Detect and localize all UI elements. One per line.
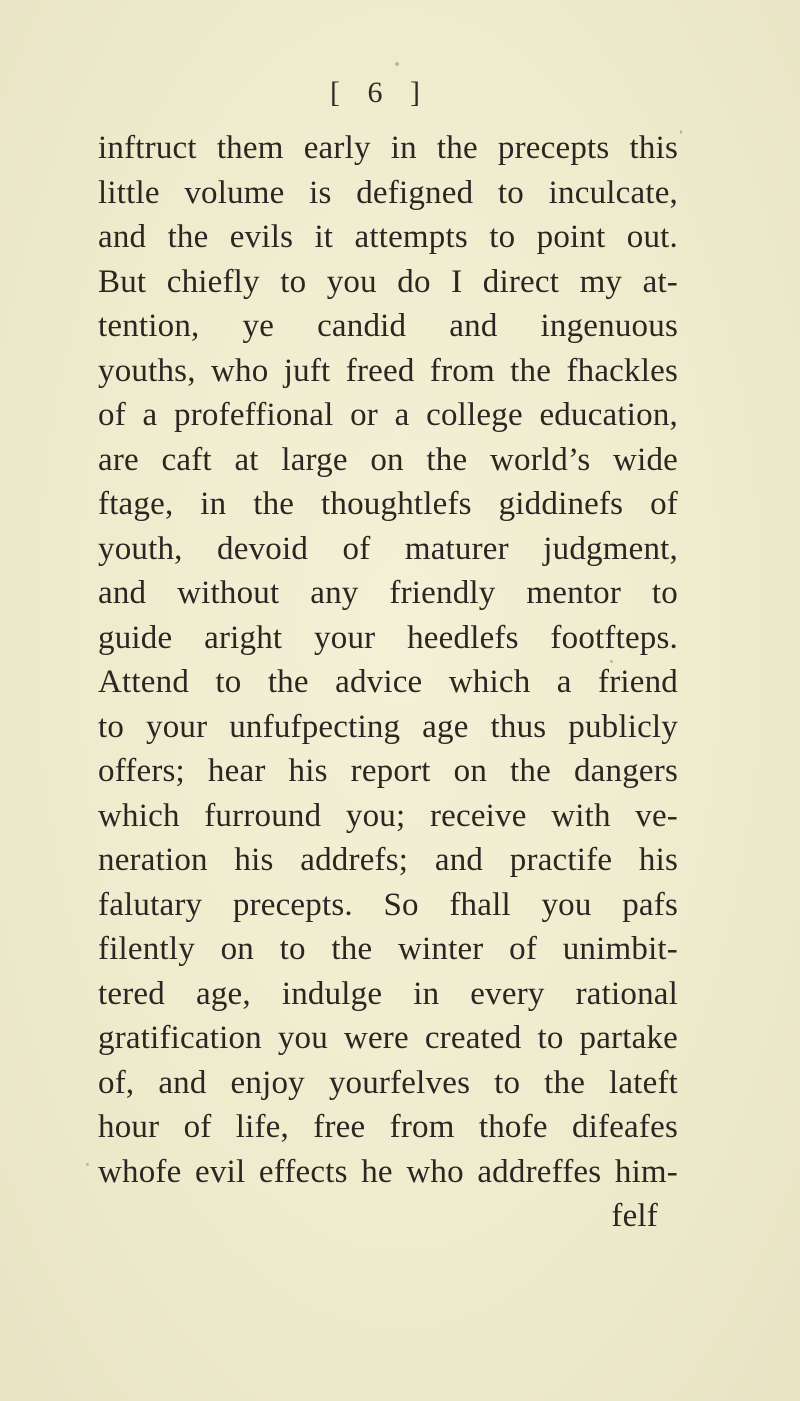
text-line: falutary precepts. So fhall you pafs bbox=[98, 886, 678, 923]
body-text bbox=[98, 126, 678, 1239]
text-line: of, and enjoy yourfelves to the lateft bbox=[98, 1064, 678, 1101]
paper-speck bbox=[395, 62, 399, 66]
text-line: to your unfufpecting age thus publicly bbox=[98, 708, 678, 745]
text-line: youths, who juft freed from the fhackles bbox=[98, 352, 678, 389]
text-line: gratification you were created to partake bbox=[98, 1020, 678, 1056]
text-line: are caft at large on the world’s wide bbox=[98, 441, 678, 478]
text-line: inftruct them early in the precepts this bbox=[98, 130, 678, 166]
text-line: offers; hear his report on the dangers bbox=[98, 753, 678, 789]
text-line: youth, devoid of maturer judgment, bbox=[98, 530, 678, 567]
text-line: ftage, in the thoughtlefs giddinefs of bbox=[98, 486, 678, 522]
text-line: of a profeffional or a college education, bbox=[98, 397, 678, 433]
text-line: whofe evil effects he who addreffes him- bbox=[98, 1153, 678, 1190]
paper-speck bbox=[680, 130, 682, 134]
text-line: little volume is defigned to inculcate, bbox=[98, 174, 678, 211]
text-line: neration his addrefs; and practife his bbox=[98, 842, 678, 878]
paper-speck bbox=[86, 1163, 89, 1166]
text-line: and without any friendly mentor to bbox=[98, 575, 678, 611]
text-line: hour of life, free from thofe difeafes bbox=[98, 1109, 678, 1145]
text-line: filently on to the winter of unimbit- bbox=[98, 931, 678, 967]
text-line: which furround you; receive with ve- bbox=[98, 797, 678, 834]
text-line: guide aright your heedlefs footfteps. bbox=[98, 619, 678, 656]
text-line: tention, ye candid and ingenuous bbox=[98, 308, 678, 344]
text-line: tered age, indulge in every rational bbox=[98, 975, 678, 1012]
catchword: felf bbox=[611, 1198, 658, 1234]
text-line: But chiefly to you do I direct my at- bbox=[98, 263, 678, 300]
page-number: [ 6 ] bbox=[330, 76, 430, 109]
text-line: and the evils it attempts to point out. bbox=[98, 219, 678, 255]
text-line: Attend to the advice which a friend bbox=[98, 664, 678, 700]
